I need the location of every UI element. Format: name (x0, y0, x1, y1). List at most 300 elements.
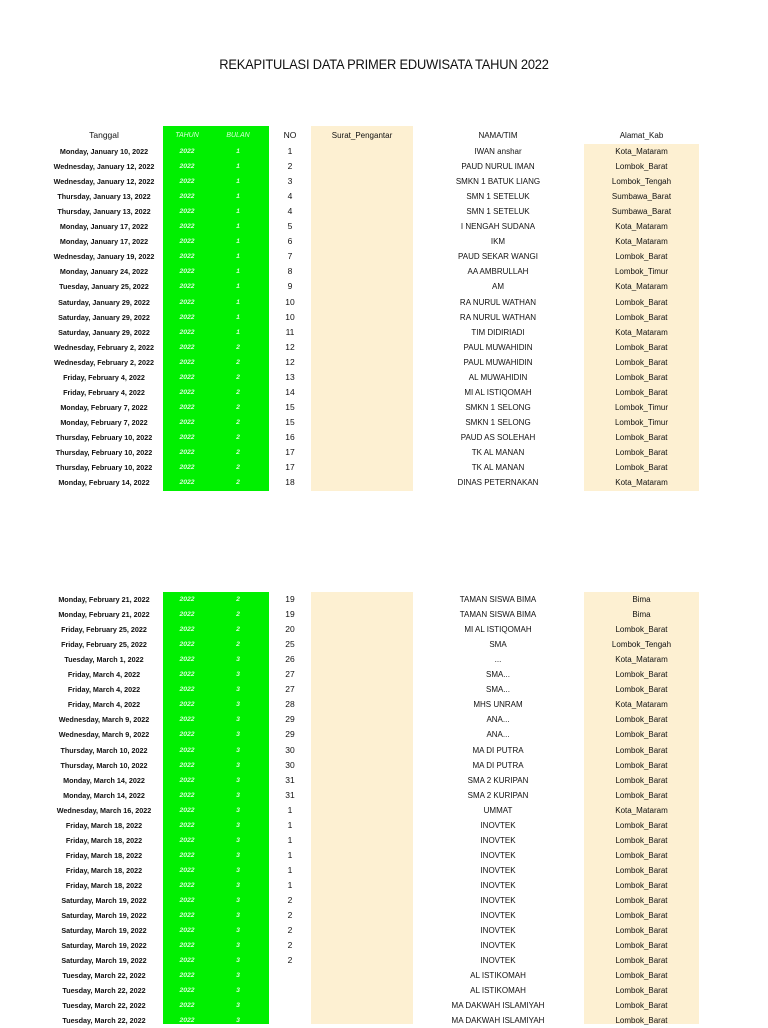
date-cell: Thursday, March 10, 2022 (60, 760, 148, 770)
bulan-cell: 1 (236, 238, 240, 246)
date-cell: Tuesday, March 22, 2022 (62, 986, 146, 996)
nama-tim-cell: MA DI PUTRA (472, 745, 524, 755)
bulan-cell: 2 (236, 611, 240, 619)
date-cell: Thursday, January 13, 2022 (57, 192, 151, 202)
header-alamat-kab: Alamat_Kab (619, 131, 664, 140)
alamat-kab-cell: Kota_Mataram (615, 222, 668, 232)
date-cell: Wednesday, March 9, 2022 (58, 715, 150, 725)
alamat-kab-cell: Lombok_Barat (615, 760, 668, 770)
nama-tim-cell: IWAN anshar (474, 147, 522, 156)
alamat-kab-cell: Lombok_Barat (615, 835, 668, 845)
nama-tim-cell: SMKN 1 SELONG (465, 402, 531, 412)
tahun-cell: 2022 (179, 449, 195, 456)
date-cell: Friday, March 18, 2022 (65, 850, 143, 860)
tahun-cell: 2022 (179, 806, 195, 814)
bulan-cell: 2 (236, 373, 240, 381)
tahun-cell: 2022 (179, 163, 195, 171)
date-cell: Friday, February 25, 2022 (61, 625, 147, 635)
nama-tim-cell: ... (494, 655, 502, 665)
tahun-cell: 2022 (179, 1002, 195, 1010)
table-block-2 (0, 592, 768, 1024)
no-cell: 5 (287, 221, 293, 232)
bulan-cell: 1 (236, 313, 240, 321)
header-bulan: BULAN (226, 132, 250, 139)
date-cell: Wednesday, March 9, 2022 (58, 730, 150, 740)
date-cell: Thursday, January 13, 2022 (57, 207, 151, 217)
tahun-cell: 2022 (179, 148, 195, 155)
table-row (0, 788, 768, 803)
nama-tim-cell: INOVTEK (480, 820, 516, 830)
table-row (0, 998, 768, 1013)
bulan-cell: 3 (236, 806, 240, 814)
nama-tim-cell: DINAS PETERNAKAN (457, 478, 539, 488)
no-cell: 30 (285, 744, 295, 755)
tahun-cell: 2022 (179, 403, 195, 411)
bulan-cell: 2 (236, 449, 240, 456)
date-cell: Thursday, February 10, 2022 (55, 448, 153, 457)
tahun-cell: 2022 (179, 866, 195, 874)
date-cell: Friday, March 18, 2022 (65, 820, 143, 830)
alamat-kab-cell: Lombok_Barat (615, 670, 668, 680)
bulan-cell: 3 (236, 897, 240, 904)
alamat-kab-cell: Lombok_Barat (615, 387, 668, 397)
bulan-cell: 1 (236, 208, 240, 216)
date-cell: Saturday, March 19, 2022 (61, 926, 147, 936)
alamat-kab-cell: Lombok_Barat (615, 745, 668, 755)
date-cell: Friday, February 4, 2022 (63, 387, 145, 397)
bulan-cell: 3 (236, 1002, 240, 1010)
alamat-kab-cell: Lombok_Timur (614, 417, 669, 427)
table-block-1 (0, 126, 768, 491)
table-row (0, 953, 768, 968)
tahun-cell: 2022 (179, 328, 195, 336)
table-row (0, 667, 768, 682)
date-cell: Saturday, January 29, 2022 (58, 312, 150, 322)
tahun-cell: 2022 (179, 193, 195, 201)
alamat-kab-cell: Lombok_Barat (615, 342, 668, 352)
date-cell: Friday, March 4, 2022 (67, 685, 141, 695)
bulan-cell: 3 (236, 761, 240, 769)
tahun-cell: 2022 (179, 313, 195, 321)
bulan-cell: 3 (236, 927, 240, 935)
no-cell: 1 (287, 804, 293, 815)
date-cell: Tuesday, March 22, 2022 (62, 1001, 146, 1011)
tahun-cell: 2022 (179, 957, 195, 965)
tahun-cell: 2022 (179, 418, 195, 426)
table-row (0, 234, 768, 249)
nama-tim-cell: SMA... (485, 670, 510, 680)
bulan-cell: 3 (236, 972, 240, 980)
bulan-cell: 3 (236, 881, 240, 889)
no-cell: 10 (285, 311, 295, 322)
nama-tim-cell: SMA 2 KURIPAN (467, 790, 529, 800)
table-row (0, 415, 768, 430)
alamat-kab-cell: Bima (632, 610, 651, 620)
tahun-cell: 2022 (179, 897, 195, 904)
no-cell: 2 (287, 925, 293, 936)
bulan-cell: 2 (236, 596, 240, 603)
table-row (0, 848, 768, 863)
tahun-cell: 2022 (179, 268, 195, 276)
alamat-kab-cell: Lombok_Barat (615, 1016, 668, 1026)
tahun-cell: 2022 (179, 791, 195, 799)
date-cell: Wednesday, January 12, 2022 (53, 162, 155, 172)
alamat-kab-cell: Lombok_Barat (615, 956, 668, 966)
nama-tim-cell: RA NURUL WATHAN (459, 312, 537, 322)
no-cell: 1 (287, 849, 293, 860)
alamat-kab-cell: Lombok_Barat (615, 625, 668, 635)
no-cell: 25 (285, 639, 295, 650)
table-row (0, 983, 768, 998)
bulan-cell: 3 (236, 671, 240, 679)
table-row (0, 727, 768, 742)
bulan-cell: 3 (236, 866, 240, 874)
table-row (0, 460, 768, 475)
nama-tim-cell: MI AL ISTIQOMAH (464, 387, 532, 397)
nama-tim-cell: AL ISTIKOMAH (470, 971, 526, 981)
nama-tim-cell: ANA... (486, 730, 510, 740)
bulan-cell: 1 (236, 148, 240, 155)
table-row (0, 400, 768, 415)
bulan-cell: 3 (236, 701, 240, 709)
alamat-kab-cell: Kota_Mataram (615, 655, 668, 665)
no-cell: 19 (285, 594, 295, 604)
date-cell: Saturday, March 19, 2022 (61, 941, 147, 951)
alamat-kab-cell: Lombok_Barat (615, 775, 668, 785)
alamat-kab-cell: Kota_Mataram (615, 147, 668, 156)
tahun-cell: 2022 (179, 927, 195, 935)
tahun-cell: 2022 (179, 223, 195, 231)
nama-tim-cell: MA DAKWAH ISLAMIYAH (451, 1001, 545, 1011)
date-cell: Wednesday, February 2, 2022 (53, 342, 154, 352)
table-row (0, 878, 768, 893)
tahun-cell: 2022 (179, 776, 195, 784)
tahun-cell: 2022 (179, 479, 195, 487)
table-row (0, 818, 768, 833)
table-row (0, 592, 768, 607)
alamat-kab-cell: Lombok_Barat (615, 926, 668, 936)
table-row (0, 968, 768, 983)
table-row (0, 607, 768, 622)
bulan-cell: 3 (236, 987, 240, 995)
bulan-cell: 2 (236, 388, 240, 396)
bulan-cell: 2 (236, 433, 240, 441)
nama-tim-cell: UMMAT (483, 805, 513, 815)
tahun-cell: 2022 (179, 731, 195, 739)
tahun-cell: 2022 (179, 881, 195, 889)
table-row (0, 637, 768, 652)
date-cell: Friday, March 18, 2022 (65, 880, 143, 890)
tahun-cell: 2022 (179, 821, 195, 829)
alamat-kab-cell: Kota_Mataram (615, 805, 668, 815)
alamat-kab-cell: Sumbawa_Barat (611, 192, 672, 202)
tahun-cell: 2022 (179, 686, 195, 694)
nama-tim-cell: PAUD SEKAR WANGI (457, 252, 538, 262)
date-cell: Monday, February 14, 2022 (58, 478, 150, 488)
date-cell: Monday, February 21, 2022 (58, 610, 150, 620)
date-cell: Tuesday, March 22, 2022 (62, 971, 146, 981)
table-row (0, 355, 768, 370)
date-cell: Monday, February 21, 2022 (58, 595, 150, 604)
tahun-cell: 2022 (179, 1017, 195, 1025)
nama-tim-cell: INOVTEK (480, 865, 516, 875)
nama-tim-cell: TAMAN SISWA BIMA (459, 610, 537, 620)
date-cell: Saturday, March 19, 2022 (61, 956, 147, 966)
alamat-kab-cell: Lombok_Barat (615, 463, 668, 473)
bulan-cell: 3 (236, 716, 240, 724)
tahun-cell: 2022 (179, 388, 195, 396)
no-cell: 10 (285, 296, 295, 307)
date-cell: Tuesday, January 25, 2022 (59, 282, 149, 292)
nama-tim-cell: SMA 2 KURIPAN (467, 775, 529, 785)
no-cell: 1 (287, 834, 293, 845)
table-row (0, 385, 768, 400)
alamat-kab-cell: Bima (632, 595, 651, 604)
date-cell: Wednesday, January 12, 2022 (53, 177, 155, 187)
bulan-cell: 2 (236, 479, 240, 487)
bulan-cell: 3 (236, 746, 240, 754)
nama-tim-cell: AA AMBRULLAH (467, 267, 529, 277)
no-cell: 16 (285, 431, 295, 442)
table-row (0, 938, 768, 953)
bulan-cell: 1 (236, 328, 240, 336)
no-cell: 31 (285, 774, 295, 785)
date-cell: Tuesday, March 22, 2022 (62, 1016, 146, 1026)
bulan-cell: 2 (236, 403, 240, 411)
no-cell: 7 (287, 251, 293, 262)
alamat-kab-cell: Kota_Mataram (615, 478, 668, 488)
nama-tim-cell: PAUD NURUL IMAN (461, 162, 535, 172)
nama-tim-cell: PAUL MUWAHIDIN (463, 357, 533, 367)
no-cell: 1 (287, 819, 293, 830)
alamat-kab-cell: Lombok_Barat (615, 896, 668, 905)
tahun-cell: 2022 (179, 716, 195, 724)
bulan-cell: 2 (236, 641, 240, 649)
table-row (0, 144, 768, 159)
bulan-cell: 3 (236, 686, 240, 694)
no-cell: 4 (287, 206, 293, 217)
table-row (0, 697, 768, 712)
alamat-kab-cell: Kota_Mataram (615, 237, 668, 247)
tahun-cell: 2022 (179, 596, 195, 603)
bulan-cell: 3 (236, 821, 240, 829)
no-cell: 8 (287, 266, 293, 277)
date-cell: Saturday, March 19, 2022 (61, 911, 147, 921)
table-row (0, 264, 768, 279)
header-no: NO (283, 130, 297, 140)
no-cell: 4 (287, 191, 293, 202)
date-cell: Friday, March 18, 2022 (65, 835, 143, 845)
table-row (0, 622, 768, 637)
bulan-cell: 1 (236, 253, 240, 261)
nama-tim-cell: AL ISTIKOMAH (470, 986, 526, 996)
no-cell: 30 (285, 759, 295, 770)
table-row (0, 773, 768, 788)
no-cell: 18 (285, 477, 295, 488)
alamat-kab-cell: Lombok_Barat (615, 162, 668, 172)
table-row (0, 189, 768, 204)
nama-tim-cell: MA DI PUTRA (472, 760, 524, 770)
tahun-cell: 2022 (179, 178, 195, 186)
alamat-kab-cell: Lombok_Barat (615, 986, 668, 996)
no-cell: 19 (285, 609, 295, 620)
no-cell: 2 (287, 161, 293, 172)
nama-tim-cell: MI AL ISTIQOMAH (464, 625, 532, 635)
table-header (0, 128, 768, 143)
nama-tim-cell: AM (492, 282, 504, 292)
no-cell: 13 (285, 371, 295, 382)
no-cell: 1 (287, 879, 293, 890)
no-cell: 31 (285, 789, 295, 800)
alamat-kab-cell: Lombok_Barat (615, 1001, 668, 1011)
nama-tim-cell: INOVTEK (480, 896, 516, 905)
alamat-kab-cell: Lombok_Barat (615, 715, 668, 725)
tahun-cell: 2022 (179, 836, 195, 844)
tahun-cell: 2022 (179, 373, 195, 381)
bulan-cell: 3 (236, 957, 240, 965)
nama-tim-cell: INOVTEK (480, 911, 516, 921)
no-cell: 2 (287, 910, 293, 921)
date-cell: Wednesday, March 16, 2022 (56, 805, 152, 815)
date-cell: Thursday, February 10, 2022 (55, 463, 153, 473)
nama-tim-cell: SMA... (485, 685, 510, 695)
no-cell: 2 (287, 895, 293, 905)
bulan-cell: 1 (236, 193, 240, 201)
nama-tim-cell: SMN 1 SETELUK (466, 192, 530, 202)
nama-tim-cell: INOVTEK (480, 941, 516, 951)
tahun-cell: 2022 (179, 746, 195, 754)
table-row (0, 279, 768, 294)
nama-tim-cell: SMN 1 SETELUK (466, 207, 530, 217)
alamat-kab-cell: Lombok_Tengah (611, 640, 672, 650)
alamat-kab-cell: Lombok_Barat (615, 297, 668, 307)
table-row (0, 863, 768, 878)
table-row (0, 923, 768, 938)
table-row (0, 682, 768, 697)
tahun-cell: 2022 (179, 433, 195, 441)
no-cell: 27 (285, 684, 295, 695)
alamat-kab-cell: Lombok_Barat (615, 820, 668, 830)
date-cell: Friday, February 4, 2022 (63, 372, 145, 382)
bulan-cell: 1 (236, 283, 240, 291)
bulan-cell: 2 (236, 626, 240, 634)
nama-tim-cell: I NENGAH SUDANA (460, 222, 536, 232)
nama-tim-cell: INOVTEK (480, 835, 516, 845)
date-cell: Wednesday, January 19, 2022 (53, 252, 155, 262)
table-row (0, 743, 768, 758)
tahun-cell: 2022 (179, 626, 195, 634)
date-cell: Tuesday, March 1, 2022 (64, 655, 144, 665)
table-row (0, 295, 768, 310)
date-cell: Monday, January 24, 2022 (59, 267, 149, 277)
tahun-cell: 2022 (179, 641, 195, 649)
tahun-cell: 2022 (179, 298, 195, 306)
nama-tim-cell: INOVTEK (480, 926, 516, 936)
alamat-kab-cell: Lombok_Barat (615, 252, 668, 262)
tahun-cell: 2022 (179, 238, 195, 246)
alamat-kab-cell: Lombok_Barat (615, 432, 668, 442)
no-cell: 17 (285, 462, 295, 473)
bulan-cell: 3 (236, 656, 240, 664)
date-cell: Wednesday, February 2, 2022 (53, 357, 154, 367)
bulan-cell: 2 (236, 358, 240, 366)
alamat-kab-cell: Lombok_Barat (615, 448, 668, 457)
table-row (0, 712, 768, 727)
bulan-cell: 2 (236, 418, 240, 426)
date-cell: Friday, March 18, 2022 (65, 865, 143, 875)
date-cell: Monday, January 17, 2022 (59, 237, 149, 247)
table-row (0, 325, 768, 340)
nama-tim-cell: TK AL MANAN (471, 463, 525, 473)
bulan-cell: 3 (236, 836, 240, 844)
bulan-cell: 3 (236, 912, 240, 920)
alamat-kab-cell: Lombok_Barat (615, 880, 668, 890)
no-cell: 12 (285, 341, 295, 352)
table-row (0, 249, 768, 264)
alamat-kab-cell: Lombok_Barat (615, 357, 668, 367)
header-surat-pengantar: Surat_Pengantar (331, 131, 393, 140)
date-cell: Saturday, January 29, 2022 (58, 327, 150, 337)
table-row (0, 1013, 768, 1028)
tahun-cell: 2022 (179, 851, 195, 859)
nama-tim-cell: INOVTEK (480, 850, 516, 860)
no-cell: 15 (285, 416, 295, 427)
tahun-cell: 2022 (179, 656, 195, 664)
alamat-kab-cell: Lombok_Barat (615, 372, 668, 382)
alamat-kab-cell: Lombok_Barat (615, 911, 668, 921)
nama-tim-cell: RA NURUL WATHAN (459, 297, 537, 307)
date-cell: Friday, March 4, 2022 (67, 700, 141, 710)
no-cell: 26 (285, 654, 295, 665)
tahun-cell: 2022 (179, 358, 195, 366)
table-row (0, 758, 768, 773)
date-cell: Monday, February 7, 2022 (60, 417, 148, 427)
no-cell: 17 (285, 447, 295, 457)
nama-tim-cell: INOVTEK (480, 880, 516, 890)
table-row (0, 219, 768, 234)
date-cell: Saturday, March 19, 2022 (61, 896, 147, 905)
tahun-cell: 2022 (179, 972, 195, 980)
alamat-kab-cell: Lombok_Timur (614, 267, 669, 277)
bulan-cell: 3 (236, 942, 240, 950)
alamat-kab-cell: Lombok_Barat (615, 312, 668, 322)
table-row (0, 833, 768, 848)
no-cell: 14 (285, 386, 295, 397)
tahun-cell: 2022 (179, 761, 195, 769)
no-cell: 12 (285, 356, 295, 367)
bulan-cell: 1 (236, 268, 240, 276)
no-cell: 2 (287, 955, 293, 966)
bulan-cell: 1 (236, 178, 240, 186)
alamat-kab-cell: Kota_Mataram (615, 700, 668, 710)
tahun-cell: 2022 (179, 987, 195, 995)
table-row (0, 445, 768, 460)
table-row (0, 652, 768, 667)
nama-tim-cell: TK AL MANAN (471, 448, 525, 457)
tahun-cell: 2022 (179, 283, 195, 291)
bulan-cell: 3 (236, 791, 240, 799)
table-row (0, 159, 768, 174)
nama-tim-cell: MA DAKWAH ISLAMIYAH (451, 1016, 545, 1026)
no-cell: 28 (285, 699, 295, 710)
alamat-kab-cell: Kota_Mataram (615, 282, 668, 292)
date-cell: Monday, January 17, 2022 (59, 222, 149, 232)
tahun-cell: 2022 (179, 912, 195, 920)
header-tanggal: Tanggal (89, 130, 119, 140)
header-tahun: TAHUN (175, 132, 199, 139)
tahun-cell: 2022 (179, 942, 195, 950)
bulan-cell: 3 (236, 776, 240, 784)
